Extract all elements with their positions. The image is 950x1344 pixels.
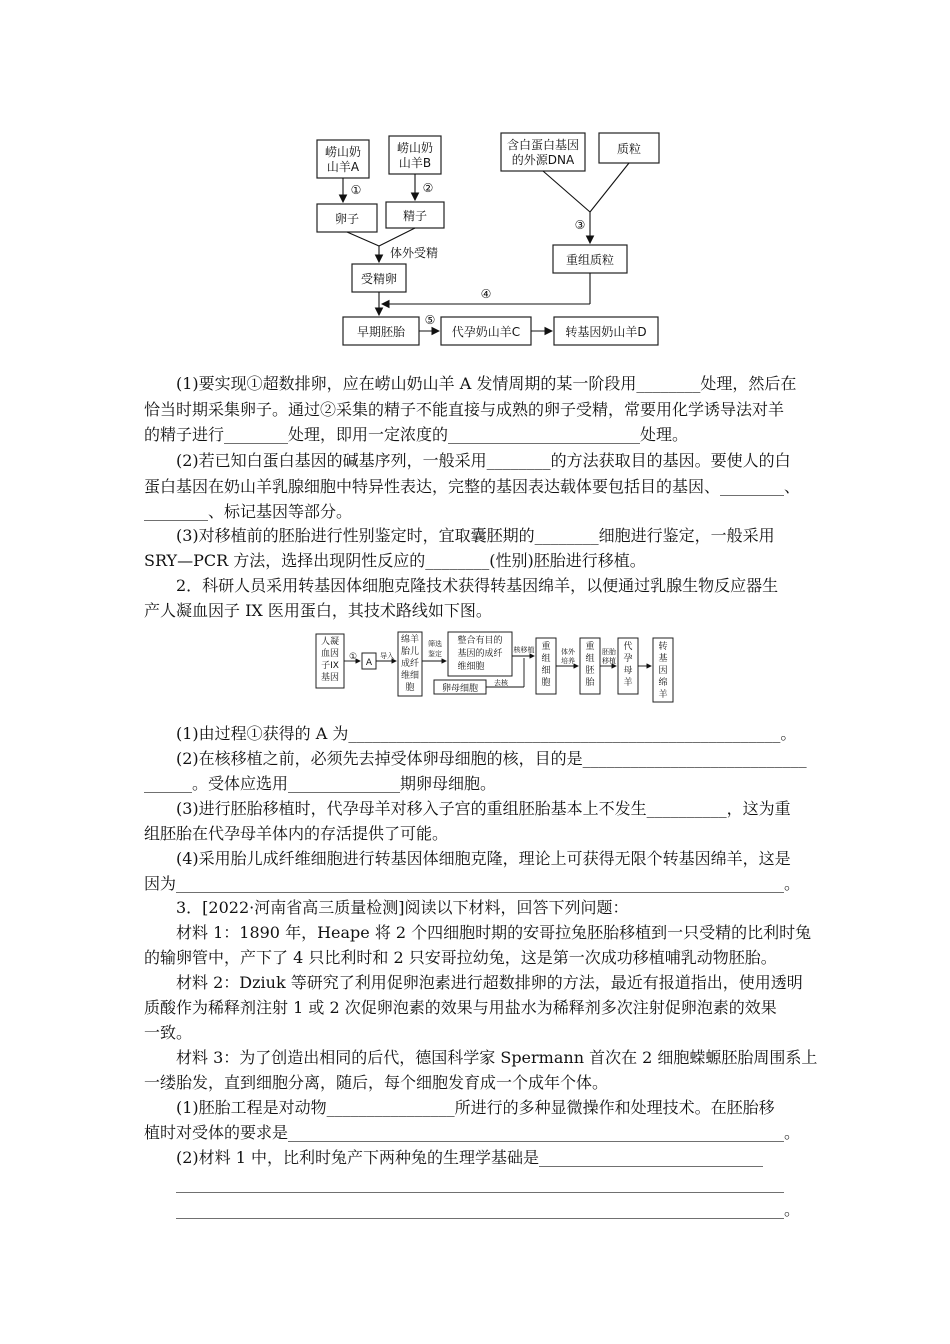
integrated-line: 维细胞 (457, 662, 485, 672)
q3-line: 一致。 (144, 1023, 193, 1042)
recon-cell-char: 组 (541, 654, 551, 664)
q2-line: 2．科研人员采用转基因体细胞克隆技术获得转基因绵羊，以便通过乳腺生物反应器生 (176, 576, 779, 595)
q1-line: 恰当时期采集卵子。通过②采集的精子不能直接与成熟的卵子受精，常要用化学诱导法对羊 (144, 400, 785, 419)
q1-line: SRY—PCR 方法，选择出现阴性反应的________(性别)胚胎进行移植。 (144, 551, 646, 570)
step4-marker: ④ (480, 287, 492, 301)
recon-embryo-char: 胎 (585, 678, 595, 688)
fibro-line: 成纤 (400, 659, 420, 669)
goat-a-line2: 山羊A (326, 160, 360, 174)
q2-line: (4)采用胎儿成纤维细胞进行转基因体细胞克隆，理论上可获得无限个转基因绵羊，这是 (176, 849, 791, 868)
goat-b-line1: 崂山奶 (396, 141, 434, 155)
recon-embryo-char: 胚 (585, 666, 595, 676)
fibro-line: 绵羊 (400, 635, 420, 645)
culture-line: 培养 (561, 657, 575, 665)
q1-line: 的精子进行________处理，即用一定浓度的________________________处理。 (144, 425, 689, 444)
step5-marker: ⑤ (424, 313, 436, 327)
plasmid-label: 质粒 (616, 142, 642, 156)
q2-line: 产人凝血因子 IX 医用蛋白，其技术路线如下图。 (144, 601, 492, 620)
gene-line: 血因 (320, 649, 340, 659)
screen-line: 鉴定 (428, 650, 442, 658)
fibro-line: 胎儿 (400, 647, 420, 657)
q2-line: (3)进行胚胎移植时，代孕母羊对移入子宫的重组胚胎基本上不发生__________，这为重 (176, 799, 791, 818)
sperm-label: 精子 (402, 209, 428, 223)
gene-line: 子IX (321, 661, 339, 671)
surrogate-char: 羊 (623, 678, 633, 688)
screen-line: 筛选 (428, 640, 442, 648)
q3-line: 一缕胎发，直到细胞分离，随后，每个细胞发育成一个成年个体。 (144, 1073, 609, 1092)
q3-line: 3．[2022·河南省高三质量检测]阅读以下材料，回答下列问题： (176, 898, 629, 917)
q2-line: 因为____________________________________________________________________________。 (144, 874, 801, 893)
recombinant-plasmid-label: 重组质粒 (565, 253, 615, 267)
embryo-transfer-line: 移植 (602, 657, 616, 665)
q1-line: 蛋白基因在奶山羊乳腺细胞中特异性表达，完整的基因表达载体要包括目的基因、________、 (144, 477, 801, 496)
ivf-label: 体外受精 (389, 246, 439, 260)
step3-marker: ③ (574, 218, 586, 232)
integrated-line: 整合有目的 (457, 636, 503, 646)
q3-line: 的输卵管中，产下了 4 只比利时和 2 只安哥拉幼兔，这是第一次成功移植哺乳动物胚胎。 (144, 948, 777, 967)
transgenic-char: 羊 (658, 690, 668, 700)
surrogate-char: 母 (623, 666, 633, 676)
enucleate-label: 去核 (494, 679, 508, 687)
q3-answer-line: ____________________________________________________________________________ (176, 1174, 784, 1193)
surrogate-char: 代 (623, 642, 633, 652)
step1-marker: ① (350, 183, 362, 197)
gene-line: 人凝 (320, 637, 340, 647)
surrogate-char: 孕 (623, 654, 633, 664)
q3-line: (2)材料 1 中，比利时兔产下两种兔的生理学基础是____________________________ (176, 1148, 764, 1167)
culture-line: 体外 (561, 648, 575, 656)
diagram-goat-transgenic (310, 128, 670, 350)
foreign-dna-line2: 的外源DNA (511, 153, 575, 167)
integrated-line: 基因的成纤 (457, 649, 503, 659)
recon-cell-char: 胞 (541, 678, 551, 688)
q2-line: (1)由过程①获得的 A 为______________________________________________________。 (176, 724, 797, 743)
q3-line: 材料 2：Dziuk 等研究了利用促卵泡素进行超数排卵的方法，最近有报道指出，使用透明 (176, 973, 803, 992)
q1-line: (1)要实现①超数排卵，应在崂山奶山羊 A 发情周期的某一阶段用________处理，然后在 (176, 374, 797, 393)
step2-marker: ② (422, 181, 434, 195)
q1-line: (2)若已知白蛋白基因的碱基序列，一般采用________的方法获取目的基因。要使人的白 (176, 451, 791, 470)
goat-a-line1: 崂山奶 (324, 145, 362, 159)
foreign-dna-line1: 含白蛋白基因 (506, 138, 580, 152)
q3-line: 植时对受体的要求是______________________________________________________________。 (144, 1123, 801, 1142)
oocyte-label: 卵母细胞 (441, 684, 479, 694)
recon-embryo-char: 重 (585, 642, 595, 652)
q3-answer-line: ____________________________________________________________________________。 (176, 1200, 800, 1219)
fibro-line: 胞 (405, 683, 415, 693)
q1-line: ________、标记基因等部分。 (144, 502, 353, 521)
recon-embryo-char: 组 (585, 654, 595, 664)
import-label: 导入 (380, 652, 394, 660)
gene-line: 基因 (320, 673, 340, 683)
embryo-transfer-line: 胚胎 (602, 648, 616, 656)
goat-b-line2: 山羊B (398, 156, 432, 170)
early-embryo-label: 早期胚胎 (356, 325, 406, 339)
fibro-line: 维细 (400, 671, 420, 681)
q3-line: 材料 3：为了创造出相同的后代，德国科学家 Spermann 首次在 2 细胞蝾螈胚胎周围系上 (176, 1048, 818, 1067)
transgenic-char: 转 (658, 642, 668, 652)
transgenic-d-label: 转基因奶山羊D (565, 325, 647, 339)
q3-line: (1)胚胎工程是对动物________________所进行的多种显微操作和处理技术。在胚胎移 (176, 1098, 775, 1117)
recon-cell-char: 细 (541, 666, 551, 676)
transgenic-char: 因 (658, 666, 668, 676)
q2-line: (2)在核移植之前，必须先去掉受体卵母细胞的核，目的是____________________________ (176, 749, 807, 768)
q2-line: 组胚胎在代孕母羊体内的存活提供了可能。 (144, 824, 449, 843)
q1-line: (3)对移植前的胚胎进行性别鉴定时，宜取囊胚期的________细胞进行鉴定，一般采用 (176, 526, 775, 545)
recon-cell-char: 重 (541, 642, 551, 652)
surrogate-c-label: 代孕奶山羊C (451, 325, 521, 339)
q3-line: 质酸作为稀释剂注射 1 或 2 次促卵泡素的效果与用盐水为稀释剂多次注射促卵泡素的效果 (144, 998, 777, 1017)
transgenic-char: 绵 (658, 678, 668, 688)
step1-marker: ① (348, 652, 358, 662)
transgenic-char: 基 (658, 654, 668, 664)
diagram-sheep-cloning (312, 628, 682, 706)
egg-label: 卵子 (334, 212, 360, 226)
zygote-label: 受精卵 (360, 272, 398, 286)
q2-line: ______。受体应选用______________期卵母细胞。 (144, 774, 497, 793)
q3-line: 材料 1：1890 年，Heape 将 2 个四细胞时期的安哥拉兔胚胎移植到一只受精的比利时兔 (176, 923, 812, 942)
nuclear-transfer-label: 核移植 (513, 646, 535, 654)
a-label: A (365, 658, 373, 668)
